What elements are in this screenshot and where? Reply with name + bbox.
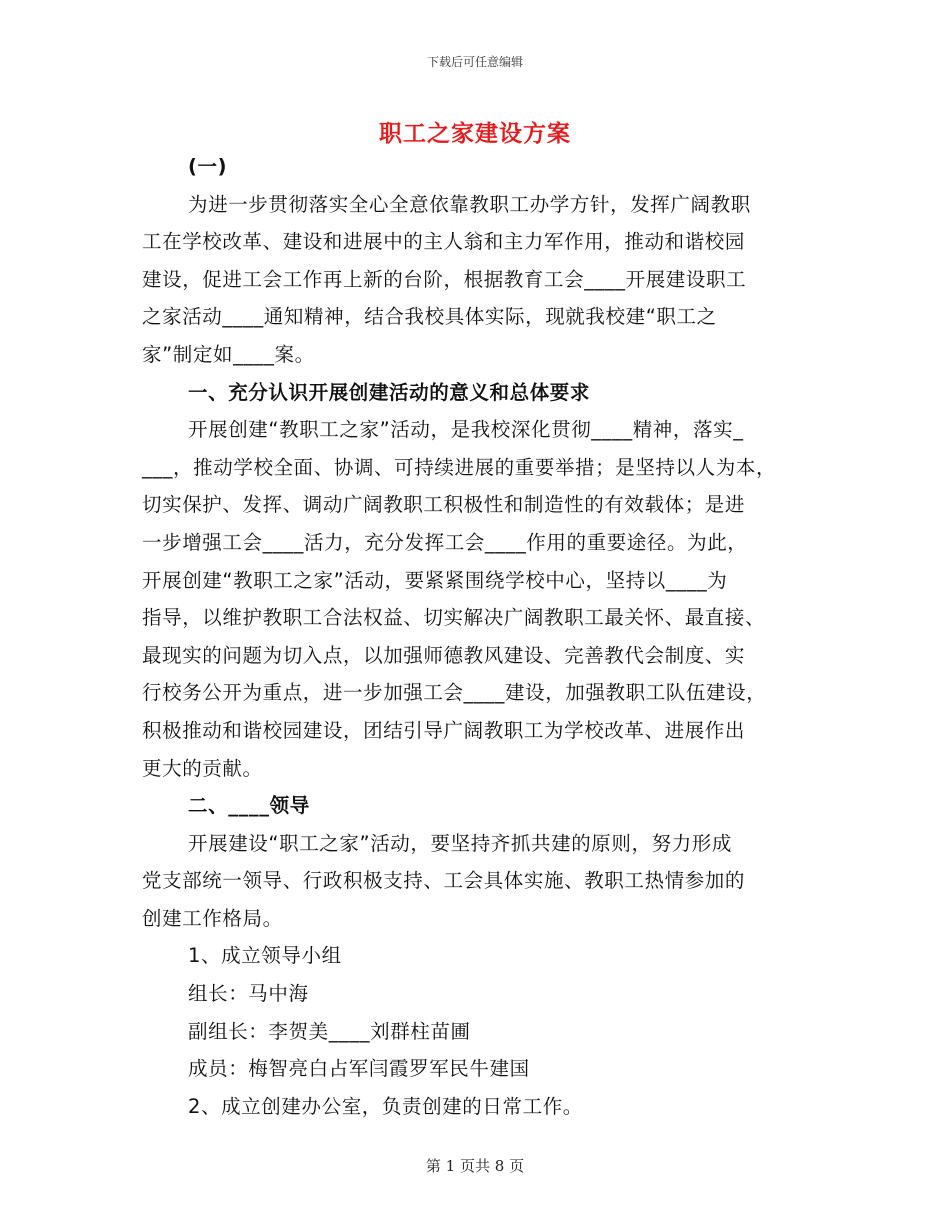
paragraph-line: 行校务公开为重点，进一步加强工会____建设，加强教职工队伍建设， [142,681,767,705]
paragraph-line: 指导，以维护教职工合法权益、切实解决广阔教职工最关怀、最直接、 [142,606,766,630]
paragraph-line: 开展创建“教职工之家”活动，要紧紧围绕学校中心，坚持以____为 [142,568,728,592]
paragraph-line: 建设，促进工会工作再上新的台阶，根据教育工会____开展建设职工 [142,267,747,291]
section-marker: (一) [188,155,228,178]
paragraph-line: 一步增强工会____活力，充分发挥工会____作用的重要途径。为此， [142,530,748,554]
paragraph-line: 创建工作格局。 [142,906,283,930]
paragraph-line: 更大的贡献。 [142,756,263,780]
paragraph-line: 家”制定如____案。 [142,342,315,366]
document-body [142,148,812,1125]
list-item: 副组长：李贺美____刘群柱苗圃 [188,1019,471,1043]
list-item: 2、成立创建办公室，负责创建的日常工作。 [188,1094,583,1118]
page-header-note: 下载后可任意编辑 [426,55,523,69]
list-item: 成员：梅智亮白占军闫霞罗军民牛建国 [188,1057,530,1081]
paragraph-line: ___，推动学校全面、协调、可持续进展的重要举措；是坚持以人为本， [142,455,777,479]
paragraph-line: 之家活动____通知精神，结合我校具体实际，现就我校建“职工之 [142,305,717,329]
paragraph-line: 为进一步贯彻落实全心全意依靠教职工办学方针，发挥广阔教职 [188,192,751,216]
page-footer: 第 1 页共 8 页 [425,1157,525,1175]
paragraph-line: 党支部统一领导、行政积极支持、工会具体实施、教职工热情参加的 [142,869,746,893]
list-item: 组长：马中海 [188,982,309,1006]
section-heading-1: 一、充分认识开展创建活动的意义和总体要求 [188,380,591,404]
paragraph-line: 开展建设“职工之家”活动，要坚持齐抓共建的原则，努力形成 [188,831,733,855]
paragraph-line: 积极推动和谐校园建设，团结引导广阔教职工为学校改革、进展作出 [142,718,746,742]
document-title: 职工之家建设方案 [379,120,571,147]
paragraph-line: 切实保护、发挥、调动广阔教职工积极性和制造性的有效载体；是进 [142,493,746,517]
paragraph-line: 最现实的问题为切入点，以加强师德教风建设、完善教代会制度、实 [142,643,746,667]
section-heading-2: 二、____领导 [188,794,310,818]
paragraph-line: 工在学校改革、建设和进展中的主人翁和主力军作用，推动和谐校园 [142,230,746,254]
list-item: 1、成立领导小组 [188,944,342,968]
paragraph-line: 开展创建“教职工之家”活动，是我校深化贯彻____精神，落实_ [188,418,744,442]
